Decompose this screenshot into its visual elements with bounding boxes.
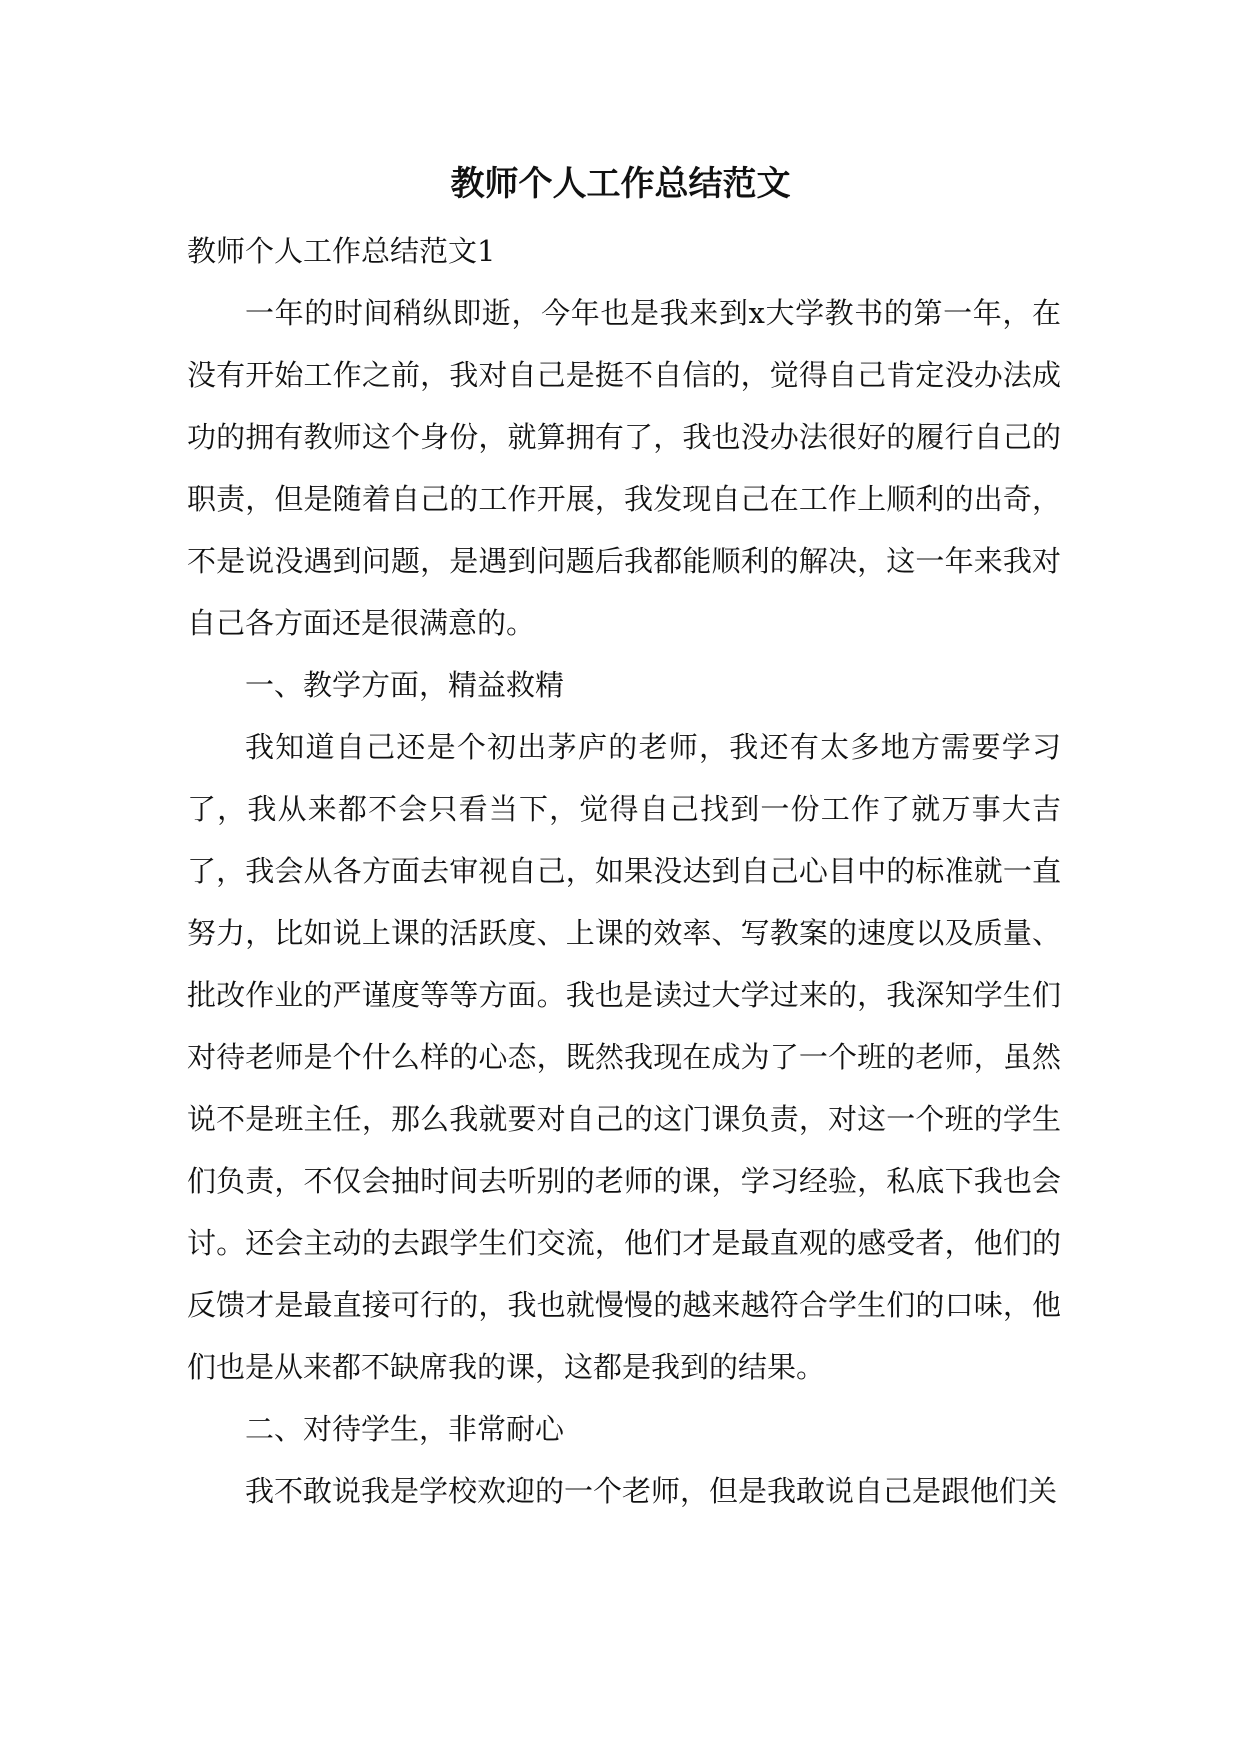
document-title: 教师个人工作总结范文: [450, 164, 791, 204]
document-body: [187, 220, 1061, 1522]
paragraph-intro: 一年的时间稍纵即逝，今年也是我来到x大学教书的第一年，在没有开始工作之前，我对自己是挺不自信的，觉得自己肯定没办法成功的拥有教师这个身份，就算拥有了，我也没办法很好的履行自己的职责，但是随着自己的工作开展，我发现自己在工作上顺利的出奇，不是说没遇到问题，是遇到问题后我都能顺利的解决，这一年来我对自己各方面还是很满意的。: [187, 296, 1061, 640]
paragraph-teaching: 我知道自己还是个初出茅庐的老师，我还有太多地方需要学习了，我从来都不会只看当下，觉得自己找到一份工作了就万事大吉了，我会从各方面去审视自己，如果没达到自己心目中的标准就一直努力，比如说上课的活跃度、上课的效率、写教案的速度以及质量、批改作业的严谨度等等方面。我也是读过大学过来的，我深知学生们对待老师是个什么样的心态，既然我现在成为了一个班的老师，虽然说不是班主任，那么我就要对自己的这门课负责，对这一个班的学生们负责，不仅会抽时间去听别的老师的课，学习经验，私底下我也会讨。还会主动的去跟学生们交流，他们才是最直观的感受者，他们的反馈才是最直接可行的，我也就慢慢的越来越符合学生们的口味，他们也是从来都不缺席我的课，这都是我到的结果。: [187, 730, 1061, 1384]
document-subtitle: 教师个人工作总结范文1: [187, 234, 496, 268]
section-heading-teaching: 一、教学方面，精益救精: [245, 668, 565, 702]
section-heading-students: 二、对待学生，非常耐心: [245, 1412, 565, 1446]
paragraph-students: 我不敢说我是学校欢迎的一个老师，但是我敢说自己是跟他们关: [245, 1474, 1058, 1508]
